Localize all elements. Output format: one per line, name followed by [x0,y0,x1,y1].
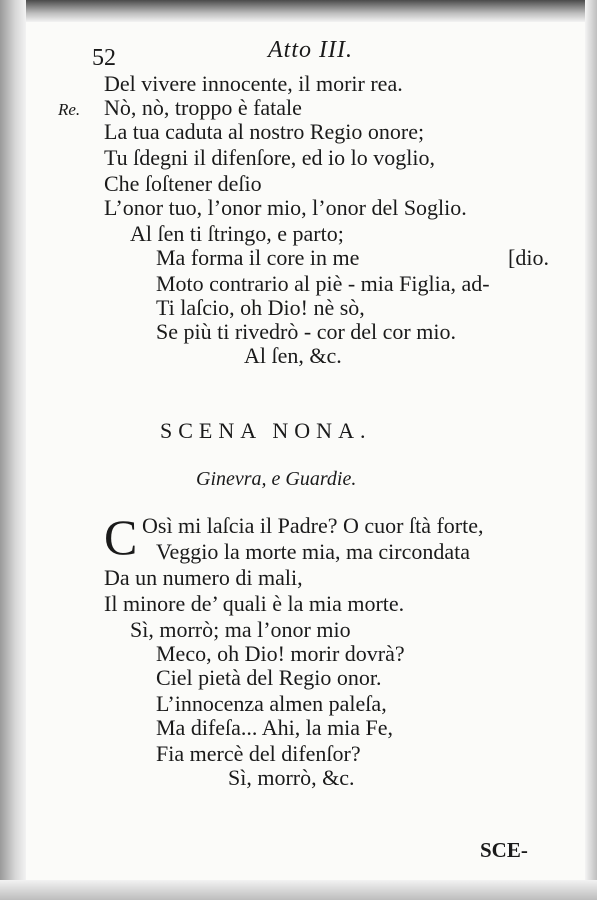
verse-line: Che ſoſtener deſio [104,171,262,196]
verse-line: Da un numero di mali, [104,565,303,590]
speaker-label: Re. [58,100,81,119]
page-right-edge [585,0,597,900]
catchword: SCE- [480,838,528,862]
verse-line: La tua caduta al nostro Regio onore; [104,119,425,144]
verse-line: L’innocenza almen paleſa, [156,691,387,716]
verse-line: Ti laſcio, oh Dio! nè sò, [156,295,365,320]
verse-line: Veggio la morte mia, ma circondata [156,539,470,564]
book-spine-gutter [0,0,26,900]
drop-cap: C [104,509,138,565]
verse-line: Fia mercè del difenſor? [156,741,361,766]
verse-line: Ma forma il core in me [156,245,360,270]
scene-title: SCENA NONA. [160,418,372,443]
verse-line: Ciel pietà del Regio onor. [156,665,382,690]
verse-line: Il minore de’ quali è la mia morte. [104,591,405,616]
page-number: 52 [92,45,116,71]
verse-line: Ma difeſa... Ahi, la mia Fe, [156,715,394,740]
verse-line: Al ſen, &c. [244,343,342,368]
running-head: Atto III. [268,37,353,63]
verse-line: Del vivere innocente, il morir rea. [104,71,403,96]
verse-line: Al ſen ti ſtringo, e parto; [130,221,344,246]
verse-line: Osì mi laſcia il Padre? O cuor ſtà forte, [142,513,484,538]
verse-line: Sì, morrò, &c. [228,765,355,790]
verse-overflow-fragment: [dio. [508,245,549,270]
verse-line: Sì, morrò; ma l’onor mio [130,617,351,642]
verse-line: Moto contrario al piè - mia Figlia, ad- [156,271,490,296]
verse-line: Nò, nò, troppo è fatale [104,95,302,120]
verse-line: Se più ti rivedrò - cor del cor mio. [156,319,456,344]
page-top-shadow [0,0,597,22]
scene-characters: Ginevra, e Guardie. [196,468,357,490]
page-bottom-edge [0,880,597,900]
verse-line: Meco, oh Dio! morir dovrà? [156,641,405,666]
verse-line: Tu ſdegni il difenſore, ed io lo voglio, [104,145,435,170]
verse-line: L’onor tuo, l’onor mio, l’onor del Soglio. [104,195,467,220]
